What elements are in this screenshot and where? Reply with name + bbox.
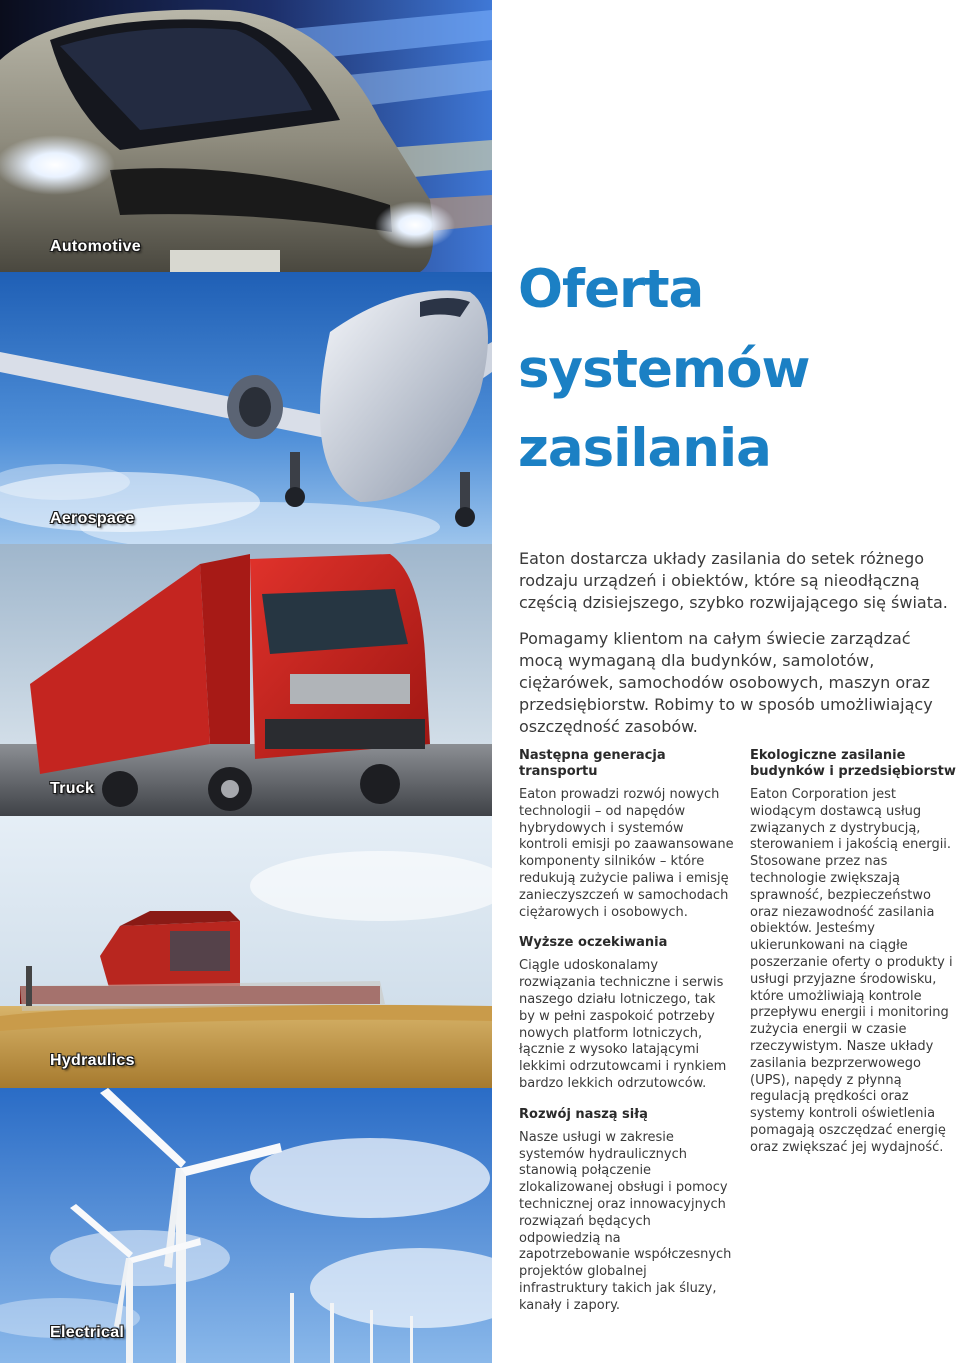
- section-text-expectations: Ciągle udoskonalamy rozwiązania techniczne i serwis naszego działu lotniczego, tak by w pełni zaspokoić potrzeby nowych platform lotniczych, łącznie z wysoko latającymi lekkimi odrzutowcami i rynkiem bardzo lekkich odrzutowców.: [519, 958, 727, 1091]
- title-line-3: zasilania: [518, 418, 771, 479]
- intro-paragraph-2: Pomagamy klientom na całym świecie zarządzać mocą wymaganą dla budynków, samolotów, ciężarówek, samochodów osobowych, maszyn oraz przedsiębiorstw. Robimy to w sposób umożliwiający oszczędność zasobów.: [519, 629, 933, 736]
- hydraulics-photo: [0, 816, 492, 1088]
- automotive-photo: [0, 0, 492, 272]
- aerospace-photo: [0, 272, 492, 544]
- text-column-left: [519, 748, 734, 1329]
- electrical-photo: [0, 1088, 492, 1363]
- electrical-label: Electrical: [50, 1324, 125, 1341]
- page-title: [518, 250, 948, 489]
- truck-photo: [0, 544, 492, 816]
- truck-label: Truck: [50, 780, 95, 797]
- aerospace-label: Aerospace: [50, 510, 135, 527]
- title-line-1: Oferta: [518, 259, 704, 320]
- car-illustration: [0, 0, 492, 272]
- intro-paragraph-1: Eaton dostarcza układy zasilania do setek różnego rodzaju urządzeń i obiektów, które są nieodłączną częścią dzisiejszego, szybko rozwijającego się świata.: [519, 549, 948, 612]
- section-text-growth: Nasze usługi w zakresie systemów hydraulicznych stanowią połączenie zlokalizowanej obsługi i pomocy technicznej oraz innowacyjnych rozwiązań będących odpowiedzią na zapotrzebowanie współczesnych projektów globalnej infrastruktury takich jak śluzy, kanały i zapory.: [519, 1129, 732, 1313]
- section-heading-transport: Następna generacja transportu: [519, 748, 666, 779]
- section-text-transport: Eaton prowadzi rozwój nowych technologii – od napędów hybrydowych i systemów kontroli emisji po zaawansowane komponenty silników – które redukują zużycie paliwa i emisję zanieczyszczeń w samochodach ciężarowych i osobowych.: [519, 787, 734, 920]
- truck-illustration: [0, 544, 492, 816]
- wind-turbines-illustration: [0, 1088, 492, 1363]
- airplane-illustration: [0, 272, 492, 544]
- combine-harvester-illustration: [0, 816, 492, 1088]
- text-column-right: [750, 748, 960, 1171]
- intro-text: [519, 548, 949, 752]
- title-line-2: systemów: [518, 338, 810, 400]
- section-heading-expectations: Wyższe oczekiwania: [519, 935, 668, 951]
- section-heading-ecological: Ekologiczne zasilanie budynków i przedsiębiorstw: [750, 748, 956, 779]
- section-heading-growth: Rozwój naszą siłą: [519, 1106, 648, 1122]
- hydraulics-label: Hydraulics: [50, 1052, 135, 1069]
- section-text-ecological: Eaton Corporation jest wiodącym dostawcą usług związanych z dystrybucją, sterowaniem i jakością energii. Stosowane przez nas technologie zwiększają sprawność, bezpieczeństwo oraz niezawodność zasilania obiektów. Jesteśmy ukierunkowani na ciągłe poszerzanie oferty o produkty i usługi przyjazne środowisku, które umożliwiają kontrole przepływu energii i monitoring zużycia energii w czasie rzeczywistym. Nasze układy zasilania bezprzerwowego (UPS), napędy z płynną regulacją prędkości oraz systemy kontroli oświetlenia pomagają oszczędzać energię oraz zwiększać jej wydajność.: [750, 787, 953, 1155]
- automotive-label: Automotive: [50, 238, 141, 255]
